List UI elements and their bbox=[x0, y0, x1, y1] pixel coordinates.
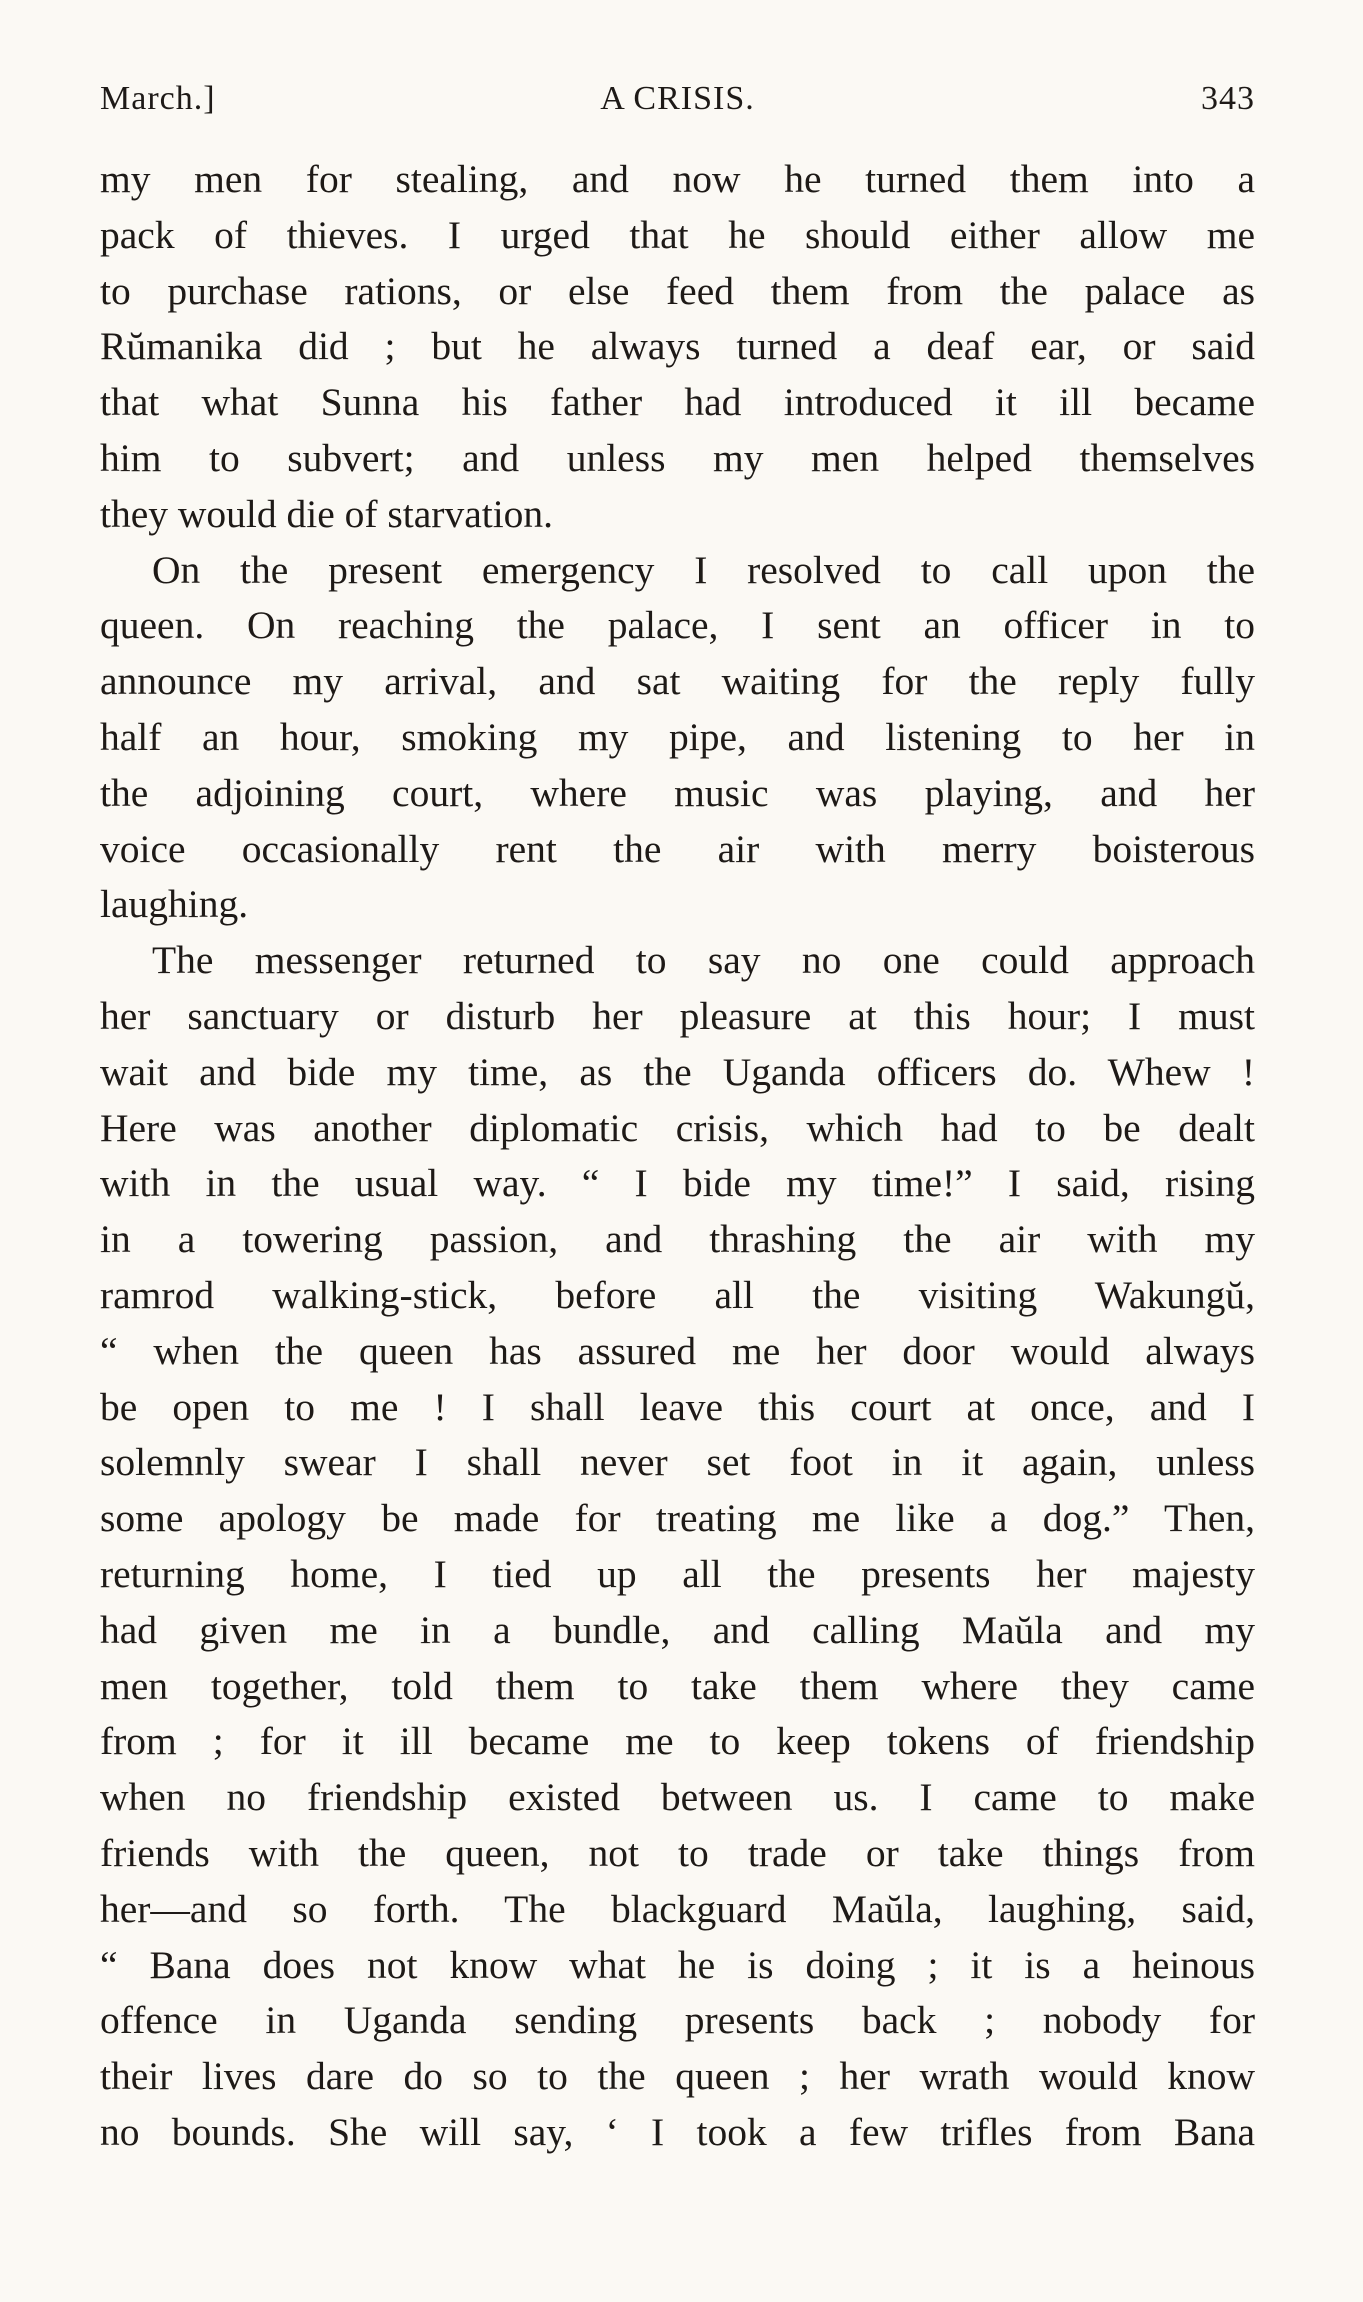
text-line: half an hour, smoking my pipe, and listening to her in bbox=[100, 714, 1255, 759]
text-line: my men for stealing, and now he turned them into a bbox=[100, 157, 1255, 201]
text-line: him to subvert; and unless my men helped themselves bbox=[100, 435, 1255, 480]
text-line: no bounds. She will say, ‘ I took a few trifles from Bana bbox=[100, 2109, 1255, 2154]
text-line: with in the usual way. “ I bide my time!” I said, rising bbox=[100, 1161, 1255, 1206]
text-line: The messenger returned to say no one could approach bbox=[152, 938, 1255, 983]
text-line: “ Bana does not know what he is doing ; it is a heinous bbox=[100, 1942, 1255, 1987]
text-line: when no friendship existed between us. I came to make bbox=[100, 1775, 1255, 1820]
text-line: to purchase rations, or else feed them from the palace as bbox=[100, 268, 1255, 313]
text-line: laughing. bbox=[100, 882, 249, 927]
text-line: ramrod walking-stick, before all the visiting Wakungŭ, bbox=[100, 1272, 1255, 1317]
text-line: had given me in a bundle, and calling Maŭla and my bbox=[100, 1607, 1255, 1652]
text-line: offence in Uganda sending presents back ; nobody for bbox=[100, 1998, 1255, 2043]
header-month: March.] bbox=[100, 80, 216, 117]
paragraph bbox=[100, 152, 1255, 543]
text-line: wait and bide my time, as the Uganda officers do. Whew ! bbox=[100, 1049, 1255, 1094]
text-line: friends with the queen, not to trade or take things from bbox=[100, 1830, 1255, 1875]
text-line: their lives dare do so to the queen ; her wrath would know bbox=[100, 2054, 1255, 2099]
text-line: some apology be made for treating me like a dog.” Then, bbox=[100, 1496, 1255, 1541]
text-line: the adjoining court, where music was playing, and her bbox=[100, 770, 1255, 815]
text-line: in a towering passion, and thrashing the air with my bbox=[100, 1217, 1255, 1262]
text-line: be open to me ! I shall leave this court at once, and I bbox=[100, 1384, 1255, 1429]
text-line: from ; for it ill became me to keep tokens of friendship bbox=[100, 1719, 1255, 1764]
body-text bbox=[100, 152, 1255, 2161]
text-line: they would die of starvation. bbox=[100, 491, 554, 536]
text-line: solemnly swear I shall never set foot in it again, unless bbox=[100, 1440, 1255, 1485]
text-line: men together, told them to take them where they came bbox=[100, 1663, 1255, 1708]
page-number: 343 bbox=[1201, 80, 1255, 117]
text-line: pack of thieves. I urged that he should either allow me bbox=[100, 212, 1255, 257]
header-chapter-title: A CRISIS. bbox=[600, 80, 755, 117]
text-line: “ when the queen has assured me her door would always bbox=[100, 1328, 1255, 1373]
text-line: On the present emergency I resolved to call upon the bbox=[152, 547, 1255, 592]
text-line: Rŭmanika did ; but he always turned a deaf ear, or said bbox=[100, 324, 1255, 369]
text-line: queen. On reaching the palace, I sent an officer in to bbox=[100, 603, 1255, 648]
text-line: that what Sunna his father had introduced it ill became bbox=[100, 380, 1255, 425]
paragraph bbox=[100, 933, 1255, 2161]
text-line: her—and so forth. The blackguard Maŭla, laughing, said, bbox=[100, 1886, 1255, 1931]
paragraph bbox=[100, 543, 1255, 934]
text-line: announce my arrival, and sat waiting for the reply fully bbox=[100, 659, 1255, 704]
text-line: Here was another diplomatic crisis, which had to be dealt bbox=[100, 1105, 1255, 1150]
text-line: returning home, I tied up all the presents her majesty bbox=[100, 1551, 1255, 1596]
text-line: voice occasionally rent the air with merry boisterous bbox=[100, 826, 1255, 871]
text-line: her sanctuary or disturb her pleasure at this hour; I must bbox=[100, 993, 1255, 1038]
running-header bbox=[100, 80, 1255, 124]
